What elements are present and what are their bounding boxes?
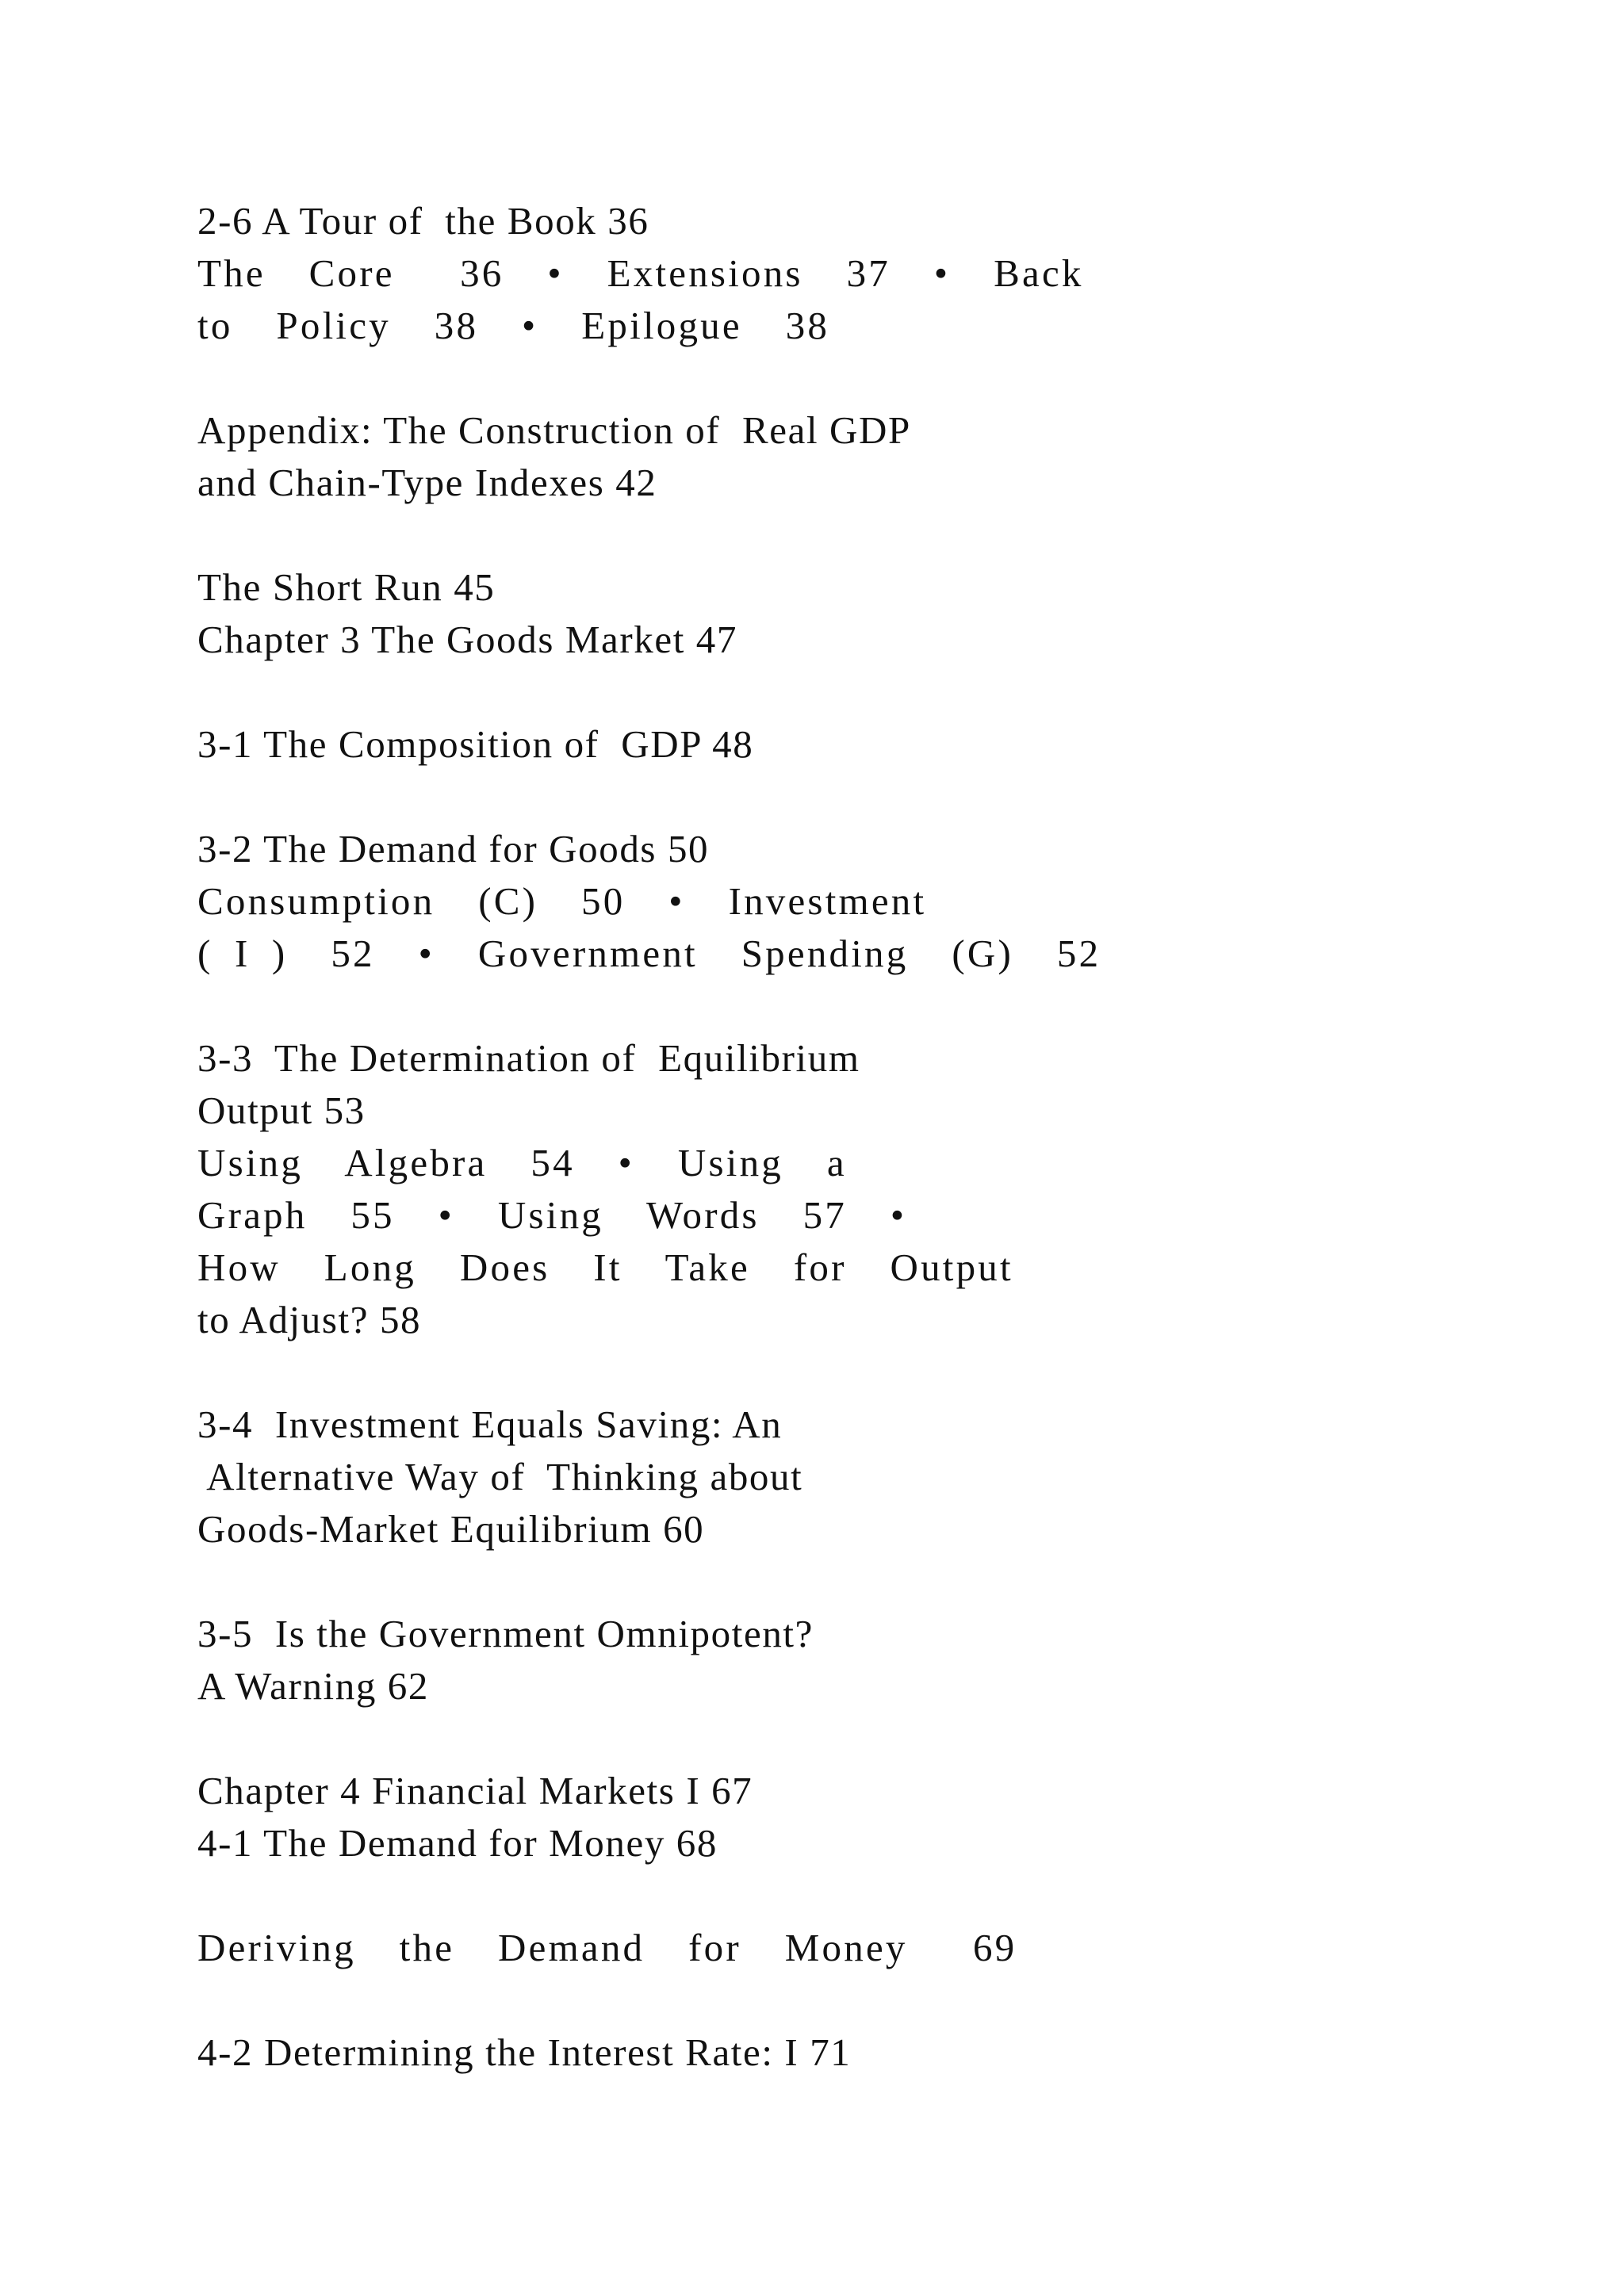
- toc-line-section-3-2: 3-2 The Demand for Goods 50: [197, 827, 710, 871]
- toc-line-section-2-6: 2-6 A Tour of the Book 36: [197, 199, 649, 243]
- toc-line-subtopics: The Core 36 • Extensions 37 • Back: [197, 251, 1084, 295]
- toc-line-section-3-3: 3-3 The Determination of Equilibrium: [197, 1036, 860, 1080]
- blank-line: [197, 1869, 1545, 1922]
- toc-line-appendix: and Chain-Type Indexes 42: [197, 461, 657, 504]
- toc-line-section-4-2: 4-2 Determining the Interest Rate: I 71: [197, 2030, 852, 2074]
- toc-line-section-3-3: Output 53: [197, 1089, 366, 1132]
- blank-line: [197, 1974, 1545, 2026]
- toc-line-subtopics: Consumption (C) 50 • Investment: [197, 879, 927, 923]
- toc-line-subtopics: Deriving the Demand for Money 69: [197, 1926, 1017, 1969]
- blank-line: [197, 980, 1545, 1032]
- toc-line-section-3-1: 3-1 The Composition of GDP 48: [197, 722, 754, 766]
- toc-line-appendix: Appendix: The Construction of Real GDP: [197, 408, 911, 452]
- toc-line-subtopics: Graph 55 • Using Words 57 •: [197, 1193, 907, 1237]
- blank-line: [197, 509, 1545, 561]
- toc-line-chapter-4: Chapter 4 Financial Markets I 67: [197, 1769, 753, 1812]
- toc-line-subtopics: to Adjust? 58: [197, 1298, 422, 1341]
- toc-line-section-3-5: 3-5 Is the Government Omnipotent?: [197, 1612, 814, 1655]
- toc-line-section-4-1: 4-1 The Demand for Money 68: [197, 1821, 718, 1865]
- blank-line: [197, 1346, 1545, 1399]
- blank-line: [197, 1556, 1545, 1608]
- toc-line-subtopics: How Long Does It Take for Output: [197, 1246, 1013, 1289]
- blank-line: [197, 1712, 1545, 1765]
- blank-line: [197, 771, 1545, 823]
- toc-line-subtopics: to Policy 38 • Epilogue 38: [197, 304, 830, 347]
- blank-line: [197, 666, 1545, 718]
- toc-line-section-3-5: A Warning 62: [197, 1664, 430, 1708]
- toc-line-section-3-4: Goods-Market Equilibrium 60: [197, 1507, 705, 1551]
- toc-line-section-3-4: Alternative Way of Thinking about: [197, 1455, 803, 1498]
- toc-line-chapter-3: Chapter 3 The Goods Market 47: [197, 618, 738, 661]
- blank-line: [197, 352, 1545, 404]
- toc-line-part-heading: The Short Run 45: [197, 565, 496, 609]
- toc-line-subtopics: ( I ) 52 • Government Spending (G) 52: [197, 932, 1101, 975]
- table-of-contents: [197, 195, 1545, 2079]
- toc-line-subtopics: Using Algebra 54 • Using a: [197, 1141, 847, 1184]
- toc-line-section-3-4: 3-4 Investment Equals Saving: An: [197, 1402, 783, 1446]
